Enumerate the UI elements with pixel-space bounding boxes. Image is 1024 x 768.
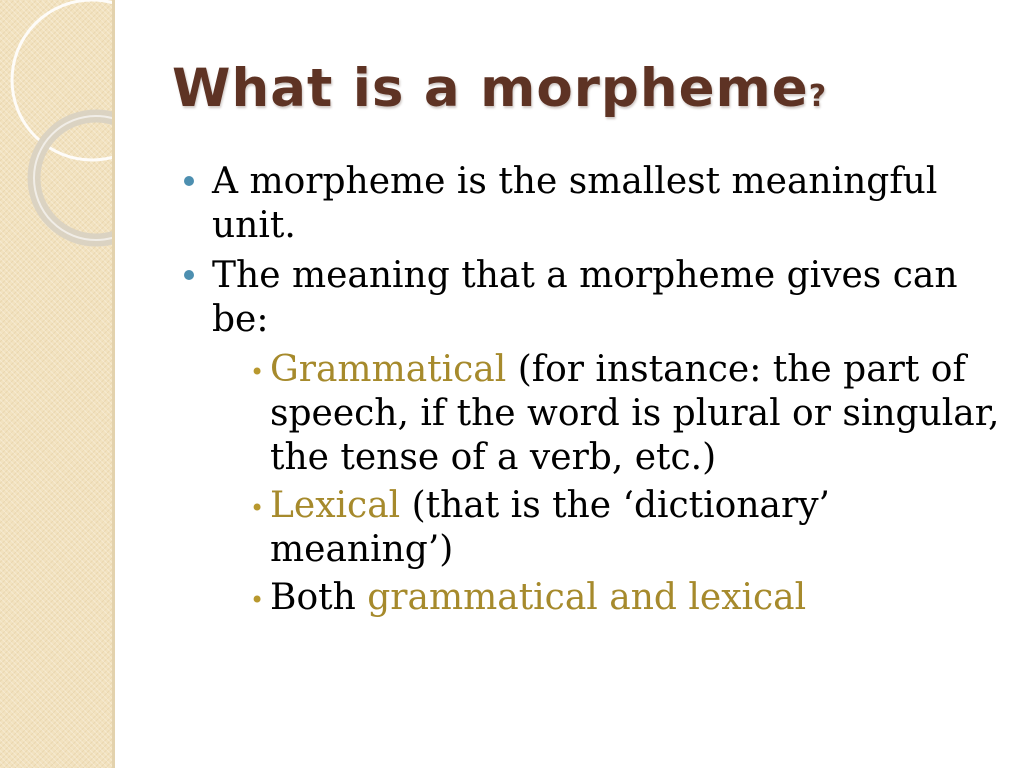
bullet-meaning-types [180,254,1000,342]
sub-bullet-highlight: Grammatical [270,349,507,390]
sub-bullet-lexical [248,484,1000,572]
sub-bullet-highlight: grammatical and lexical [367,577,807,618]
sub-bullet-dot: • [250,358,265,386]
bullet-dot [184,270,194,280]
sub-bullet-grammatical [248,348,1000,480]
sub-bullet-highlight: Lexical [270,485,401,526]
bullet-dot [184,176,194,186]
sub-bullet-list [180,348,1000,620]
slide-title-question-mark: ? [808,79,828,114]
sub-bullet-text: (that is the ‘dictionary’ meaning’) [270,485,830,570]
side-band-edge [112,0,115,768]
sub-bullet-text: (for instance: the part of speech, if the word is plural or singular, the tense of a verb, etc.) [270,349,1000,478]
bullet-definition [180,160,1000,248]
sub-bullet-dot: • [250,494,265,522]
sub-bullet-both [248,576,1000,620]
bullet-text: A morpheme is the smallest meaningful unit. [212,161,938,246]
sub-bullet-dot: • [250,586,265,614]
slide-body [180,160,1000,624]
bullet-text: The meaning that a morpheme gives can be: [212,255,958,340]
slide-title-text: What is a morpheme [172,58,809,119]
sub-bullet-lead: Both [270,577,368,618]
decorative-rings [0,0,112,768]
decorative-side-band [0,0,112,768]
slide-title [172,58,827,119]
